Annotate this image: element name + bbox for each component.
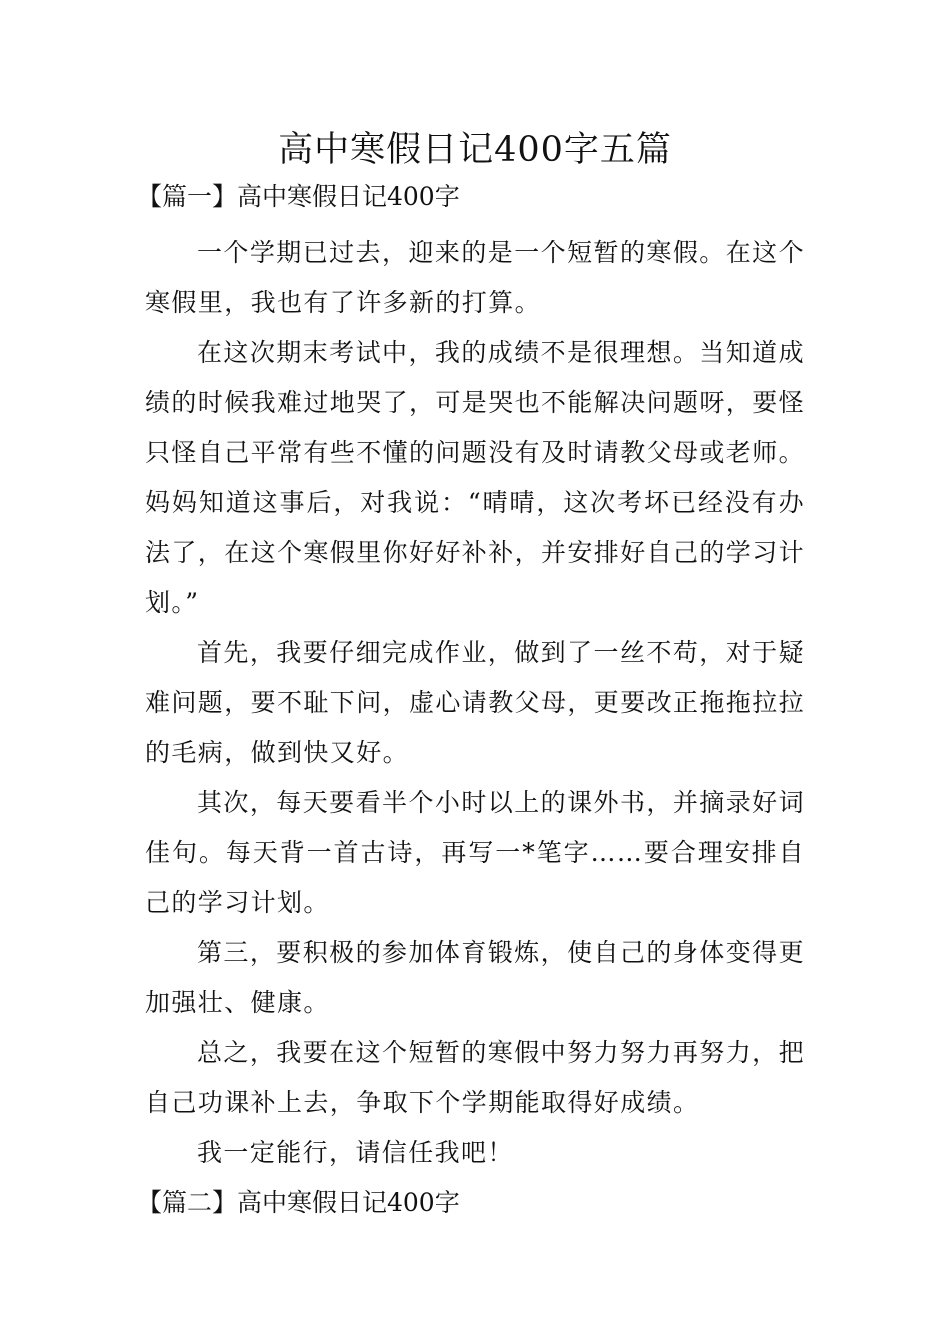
- document-title: 高中寒假日记400字五篇: [278, 130, 672, 170]
- section-heading: 【篇二】高中寒假日记400字: [137, 1188, 460, 1217]
- paragraph: 我一定能行，请信任我吧！: [197, 1138, 514, 1167]
- paragraph: 其次，每天要看半个小时以上的课外书，并摘录好词佳句。每天背一首古诗，再写一*笔字……要合理安排自己的学习计划。: [145, 788, 805, 917]
- paragraph: 第三，要积极的参加体育锻炼，使自己的身体变得更加强壮、健康。: [145, 938, 805, 1017]
- section-heading: 【篇一】高中寒假日记400字: [137, 182, 460, 211]
- paragraph: 总之，我要在这个短暂的寒假中努力努力再努力，把自己功课补上去，争取下个学期能取得好成绩。: [145, 1038, 805, 1117]
- section-one: [137, 178, 806, 1178]
- paragraph: 在这次期末考试中，我的成绩不是很理想。当知道成绩的时候我难过地哭了，可是哭也不能解决问题呀，要怪只怪自己平常有些不懂的问题没有及时请教父母或老师。妈妈知道这事后，对我说：“晴晴，这次考坏已经没有办法了，在这个寒假里你好好补补，并安排好自己的学习计划。”: [145, 338, 806, 617]
- paragraph: 首先，我要仔细完成作业，做到了一丝不苟，对于疑难问题，要不耻下问，虚心请教父母，更要改正拖拖拉拉的毛病，做到快又好。: [145, 638, 806, 767]
- paragraph: 一个学期已过去，迎来的是一个短暂的寒假。在这个寒假里，我也有了许多新的打算。: [145, 238, 805, 317]
- section-two: [137, 1184, 805, 1222]
